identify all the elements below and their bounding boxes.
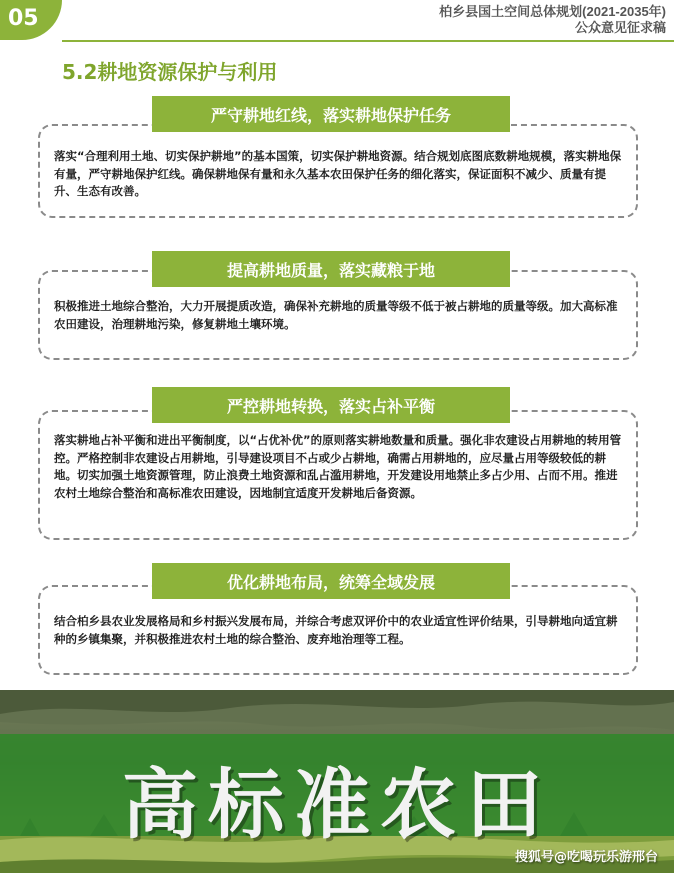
- photo-title: 高标准农田: [122, 760, 552, 849]
- chapter-number: 05: [8, 6, 39, 31]
- card-banner: 严控耕地转换，落实占补平衡: [152, 387, 510, 423]
- section-title: 5.2耕地资源保护与利用: [62, 60, 278, 84]
- farmland-photo: [0, 690, 674, 873]
- card-text: 落实“合理利用土地、切实保护耕地”的基本国策，切实保护耕地资源。结合规划底图底数耕地规模，落实耕地保有量，严守耕地保护红线。确保耕地保有量和永久基本农田保护任务的细化落实，保证面积不减少、质量有提升、生态有改善。: [54, 149, 622, 198]
- card-banner: 严守耕地红线，落实耕地保护任务: [152, 96, 510, 132]
- card-banner: 优化耕地布局，统筹全域发展: [152, 563, 510, 599]
- card-farmland-conversion: [38, 410, 638, 540]
- card-farmland-redline: [38, 124, 638, 218]
- watermark: 搜狐号@吃喝玩乐游邢台: [514, 850, 658, 865]
- card-text: 结合柏乡县农业发展格局和乡村振兴发展布局，并综合考虑双评价中的农业适宜性评价结果，引导耕地向适宜耕种的乡镇集聚，并积极推进农村土地的综合整治、废弃地治理等工程。: [54, 614, 618, 646]
- chapter-tab: [0, 0, 62, 40]
- document-header: [439, 4, 666, 36]
- draft-label: 公众意见征求稿: [574, 20, 666, 35]
- header-rule: [62, 40, 674, 42]
- card-banner: 提高耕地质量，落实藏粮于地: [152, 251, 510, 287]
- plan-title: 柏乡县国土空间总体规划(2021-2035年): [439, 4, 666, 19]
- card-text: 落实耕地占补平衡和进出平衡制度，以“占优补优”的原则落实耕地数量和质量。强化非农建设占用耕地的转用管控。严格控制非农建设占用耕地，引导建设项目不占或少占耕地，确需占用耕地的，应尽量占用等级较低的耕地。切实加强土地资源管理，防止浪费土地资源和乱占滥用耕地，开发建设用地禁止多占少用、占而不用。推进农村土地综合整治和高标准农田建设，因地制宜适度开发耕地后备资源。: [54, 433, 622, 500]
- card-text: 积极推进土地综合整治，大力开展提质改造，确保补充耕地的质量等级不低于被占耕地的质量等级。加大高标准农田建设，治理耕地污染，修复耕地土壤环境。: [54, 299, 618, 331]
